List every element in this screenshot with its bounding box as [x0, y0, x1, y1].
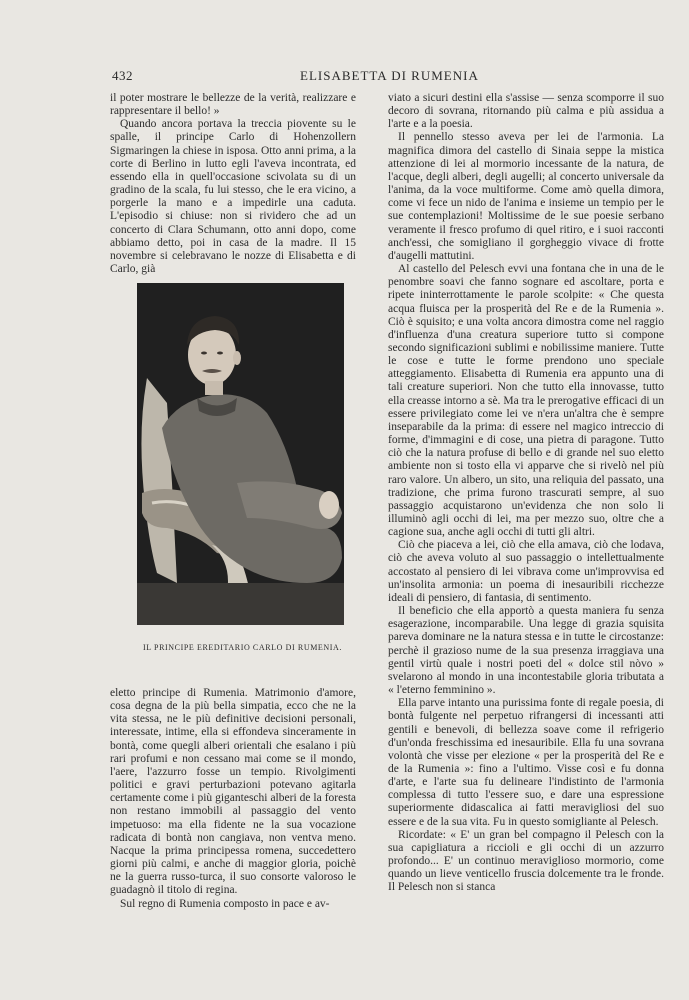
portrait-photo	[137, 283, 344, 625]
figure-caption: IL PRINCIPE EREDITARIO CARLO DI RUMENIA.	[142, 643, 343, 652]
paragraph: viato a sicuri destini ella s'assise — senza scomporre il suo decoro di sovrana, ritornando più calma e più assidua a l'arte e a la poesia.	[388, 92, 664, 131]
right-column	[388, 92, 664, 895]
paragraph: Ricordate: « E' un gran bel compagno il Pelesch con la sua capigliatura a riccioli e gli occhi di un azzurro profondo... E' un continuo meraviglioso mormorio, come quando un lieve venticello fruscia dolcemente tra le fronde. Il Pelesch non si stanca	[388, 828, 664, 894]
paragraph: Sul regno di Rumenia composto in pace e av-	[120, 897, 330, 910]
paragraph: Il beneficio che ella apportò a questa maniera fu senza esagerazione, incomparabile. Una legge di grazia squisita pareva dominare ne la natura stessa e in tutte le circostanze: perchè il grazioso nume de la sua presenza irraggiava una gentil virtù quale i nostri poeti del « dolce stil nòvo » svelarono al mondo in una incontestabile gloria tributata a « l'eterno femminino ».	[388, 605, 664, 697]
paragraph: Al castello del Pelesch evvi una fontana che in una de le penombre soavi che fanno sognare ed ascoltare, porta e ripete ininterrottamente le parole scolpite: « Che questa acqua fluisca per la prosperità del Re e de la Rumenia ». Ciò è squisito; e una volta ancora dimostra come nel raggio d'influenza d'una creatura superiore tutto si compone secondo significazioni sublimi e nobilissime maniere. Tutte le cose e tutte le forme prendono uno speciale atteggiamento. Elisabetta di Rumenia era appunto una di tali creature superiori. Non che tutto ella innovasse, tutto ella creasse intorno a sè. Ma tra le prerogative efficaci di un essere privilegiato come lei ve n'era un'altra che è sempre inseparabile da la prima: di essere nel magico intreccio di forme, d'immagini e di cose, una pietra di paragone. Tutto ciò che la natura profuse di bello e di grande nel suo eletto ambiente non si tosto ella vi apparve che si rivelò nel più raro valore. Un albero, un sito, una reliquia del passato, una tradizione, che prima furono trascurati sempre, al suo passaggio acquistarono un'evidenza che non solo li illuminò agli occhi di lei, ma per mezzo suo, oltre che a cagione sua, anche agli occhi di tutti gli altri.	[388, 263, 664, 539]
page-number: 432	[112, 68, 133, 83]
paragraph: Ella parve intanto una purissima fonte di regale poesia, di bontà fulgente nel perpetuo rifrangersi di incessanti atti gentili e benevoli, di bellezza soave come il refrigerio d'un'onda freschissima ed inesauribile. Ella fu una sovrana volontà che visse per elezione « per la prosperità del Re e de la Rumenia »: fino a l'ultimo. Visse così e fu donna d'arte, e l'arte sua fu delineare l'indistinto de l'armonia complessa di tutto l'essere suo, e dare una espressione superiormente didascalica ai fatti meravigliosi del suo essere e de la sua vita. Fu in questo somigliante al Pelesch.	[388, 697, 664, 828]
paragraph: il poter mostrare le bellezze de la verità, realizzare e rappresentare il bello! »	[110, 92, 356, 118]
left-column-top	[110, 92, 356, 276]
portrait-illustration	[137, 283, 344, 625]
running-title: ELISABETTA DI RUMENIA	[300, 68, 479, 83]
paragraph: Quando ancora portava la treccia piovente su le spalle, il principe Carlo di Hohenzollern Sigmaringen la chiese in isposa. Otto anni prima, a la corte di Berlino in lutto egli l'aveva incontrata, ed essendo ella in quell'occasione scivolata su di un gradino de la scala, fu lui stesso, che le era vicino, a porgerle la mano e a impedirle una caduta. L'episodio si chiuse: non si rividero che ad un concerto di Clara Schumann, otto anni dopo, come abbiamo detto, poi in casa de la madre. Il 15 novembre si celebravano le nozze di Elisabetta e di Carlo, già	[110, 118, 356, 276]
paragraph: Il pennello stesso aveva per lei de l'armonia. La magnifica dimora del castello di Sinaia seppe la mistica attenzione di lei al mormorio incessante de la natura, de l'acque, degli alberi, degli augelli; al concerto universale da l'anima, da la voce multiforme. Come amò quella dimora, come vi fece un nido de l'anima e insieme un tempio per le sue contemplazioni! Moltissime de le sue poesie serbano veramente il fresco profumo di quel ritiro, e i suoi racconti anch'essi, che somigliano il gorgheggio vivace di frotte d'augelli mattutini.	[388, 131, 664, 262]
paragraph: Ciò che piaceva a lei, ciò che ella amava, ciò che lodava, ciò che aveva voluto al suo passaggio o intellettualmente accostato al pensiero di lei vibrava come un'improvvisa ed un'insolita armonia: un poema di inesauribili ricchezze ideali di pensiero, di fantasia, di sentimento.	[388, 539, 664, 604]
paragraph: eletto principe di Rumenia. Matrimonio d'amore, cosa degna de la più bella simpatia, ecco che ne la vita stessa, ne le più definitive decisioni personali, interessate, intime, ella si effondeva sinceramente in bontà, come quegli alberi orientali che esalano i più rari profumi e non cessano mai come se il mondo, l'aere, l'azzurro fosse un tempio. Rivolgimenti politici e gravi perturbazioni potevano agitarla certamente come i più giganteschi alberi de la foresta non restano immobili al passaggio del vento impetuoso: ma ella fidente ne la sua vocazione radicata di bontà non cangiava, non ventva meno. Nacque la prima principessa romena, succedettero giorni più calmi, e anche di maggior gloria, poichè ne la guerra russo-turca, il suo consorte valoroso le guadagnò il titolo di regina.	[110, 687, 356, 897]
left-column-bottom	[110, 687, 356, 911]
